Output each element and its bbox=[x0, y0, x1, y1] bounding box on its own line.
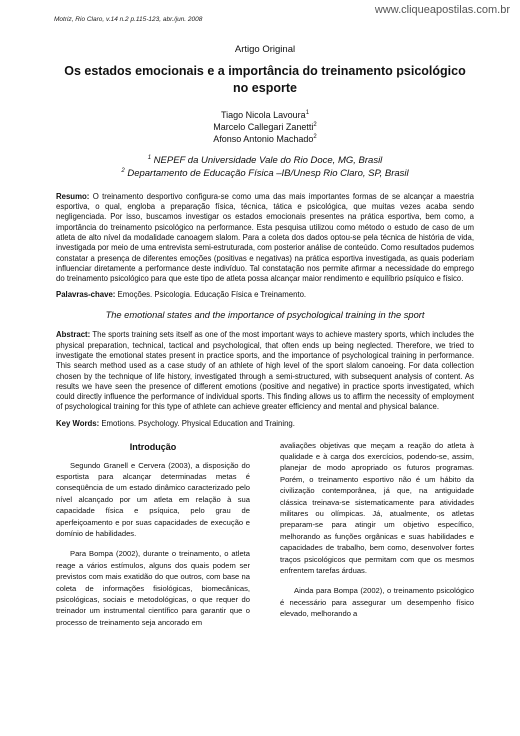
left-column bbox=[56, 440, 250, 637]
key-words-text: Emotions. Psychology. Physical Education and Training. bbox=[99, 418, 295, 428]
affiliation-list bbox=[56, 155, 474, 180]
paragraph: Segundo Granell e Cervera (2003), a disposição do esportista para alcançar determinadas metas é conseqüência de um estado dinâmico caracterizado pelo nível alcançado por um atleta em relação à sua capacidade física e psíquica, pelo grau de aperfeiçoamento e por suas capacidades de execução e domínio de habilidades. bbox=[56, 460, 250, 538]
body-columns bbox=[56, 440, 474, 637]
section-heading: Introdução bbox=[129, 441, 177, 452]
right-column bbox=[280, 440, 474, 637]
paragraph: Para Bompa (2002), durante o treinamento, o atleta reage a vários estímulos, alguns dos quais podem ser previstos com mais exatidão do que outros, com base na coleta de informações fisiológicas, biomecânicas, psicológicas, sociais e metodológicas, o que requer do treinador um instrumental científico para garantir que o processo de treinamento seja ancorado em bbox=[56, 549, 250, 627]
resumo-label: Resumo: bbox=[56, 191, 90, 201]
affiliation-sup: 2 bbox=[121, 167, 125, 174]
abstract bbox=[56, 330, 474, 412]
author-sup: 2 bbox=[313, 134, 317, 141]
author bbox=[56, 133, 474, 145]
article bbox=[56, 44, 474, 637]
author bbox=[56, 109, 474, 121]
resumo bbox=[56, 192, 474, 285]
english-title: The emotional states and the importance of psychological training in the sport bbox=[105, 310, 425, 321]
article-title: Os estados emocionais e a importância do treinamento psicológico no esporte bbox=[64, 64, 466, 95]
author-name: Afonso Antonio Machado bbox=[213, 134, 314, 145]
author bbox=[56, 121, 474, 133]
author-sup: 1 bbox=[305, 109, 310, 116]
watermark: www.cliqueapostilas.com.br bbox=[374, 4, 510, 16]
author-sup: 2 bbox=[313, 121, 317, 128]
affiliation bbox=[56, 155, 474, 167]
author-name: Tiago Nicola Lavoura bbox=[220, 109, 306, 120]
palavras-chave-label: Palavras-chave: bbox=[56, 290, 116, 300]
author-name: Marcelo Callegari Zanetti bbox=[213, 121, 314, 132]
paragraph: avaliações objetivas que meçam a reação do atleta à qualidade e à carga dos exercícios, podendo-se, assim, planejar de modo apropriado os futuros programas. Porém, o treinamento esportivo não é um hábito da civilização contemporânea, já que, na antiguidade clássica treinava-se sistematicamente para atividades militares ou olímpicas. Já, atualmente, os atletas preparam-se para atingir um objetivo específico, melhorando as funções orgânicas e suas habilidades e capacidades de trabalho, bem como, desenvolver fortes traços psicológicos que permitam com que os mesmos enfrentem tarefas árduas. bbox=[280, 440, 474, 575]
affiliation-sup: 1 bbox=[147, 155, 152, 162]
key-words bbox=[56, 419, 474, 428]
abstract-label: Abstract: bbox=[56, 330, 91, 340]
resumo-text: O treinamento desportivo configura-se como uma das mais importantes formas de se alcançar a maestria esportiva, o qual, engloba a preparação física, técnica, tática e psicológica, que muitas vezes acaba sendo negligenciada. Por isso, buscamos investigar os estados emocionais presentes na prática esportiva, bem como, a importância do treinamento psicológico na performance. Esta pesquisa utilizou como método o estudo de caso de um atleta de alto nível da modalidade canoagem slalom. Para a coleta dos dados optou-se pela técnica de história de vida, investigada por meio de uma entrevista semi-estruturada, com posterior análise de conteúdo. Como resultados pudemos constatar a presença de diferentes emoções (positivas e negativas) na prática esportiva investigada, as quais poderiam influenciar diretamente a performance deste indivíduo. Tal constatação nos permite afirmar a necessidade do emprego do treinamento psicológico para que este tipo de atleta possa alcançar maior rendimento e equilíbrio psíquico e físico. bbox=[56, 191, 474, 284]
palavras-chave bbox=[56, 290, 474, 299]
author-list bbox=[56, 109, 474, 145]
affiliation bbox=[56, 168, 474, 180]
journal-citation: Motriz, Rio Claro, v.14 n.2 p.115-123, abr./jun. 2008 bbox=[54, 16, 203, 23]
affiliation-text: Departamento de Educação Física –IB/Unesp Rio Claro, SP, Brasil bbox=[124, 167, 409, 179]
palavras-chave-text: Emoções. Psicologia. Educação Física e Treinamento. bbox=[115, 290, 307, 300]
article-type: Artigo Original bbox=[234, 44, 296, 55]
abstract-text: The sports training sets itself as one of the most important ways to achieve mastery sports, which includes the physical preparation, technical, tactical and psychological, that often ends up being neglected. Therefore, we tried to investigate the emotional states present in practice sports, and the importance of psychological training in performance. This search method used as a case study of an athlete of high level of the sport slalom canoeing. For data collection chosen by the technique of life history, investigated through a semi-structured, with subsequent analysis of content. As results we have seen the presence of different emotions (positive and negative) in practice sports investigated, which could directly influence the performance of individual sports. This finding allows us to affirm the necessity of employment of psychological training for this type of athlete can achieve greater efficiency and mental and physical balance. bbox=[56, 330, 474, 412]
affiliation-text: NEPEF da Universidade Vale do Rio Doce, MG, Brasil bbox=[151, 155, 383, 167]
paragraph: Ainda para Bompa (2002), o treinamento psicológico é necessário para assegurar um desempenho físico elevado, melhorando a bbox=[280, 586, 474, 619]
key-words-label: Key Words: bbox=[56, 418, 100, 428]
